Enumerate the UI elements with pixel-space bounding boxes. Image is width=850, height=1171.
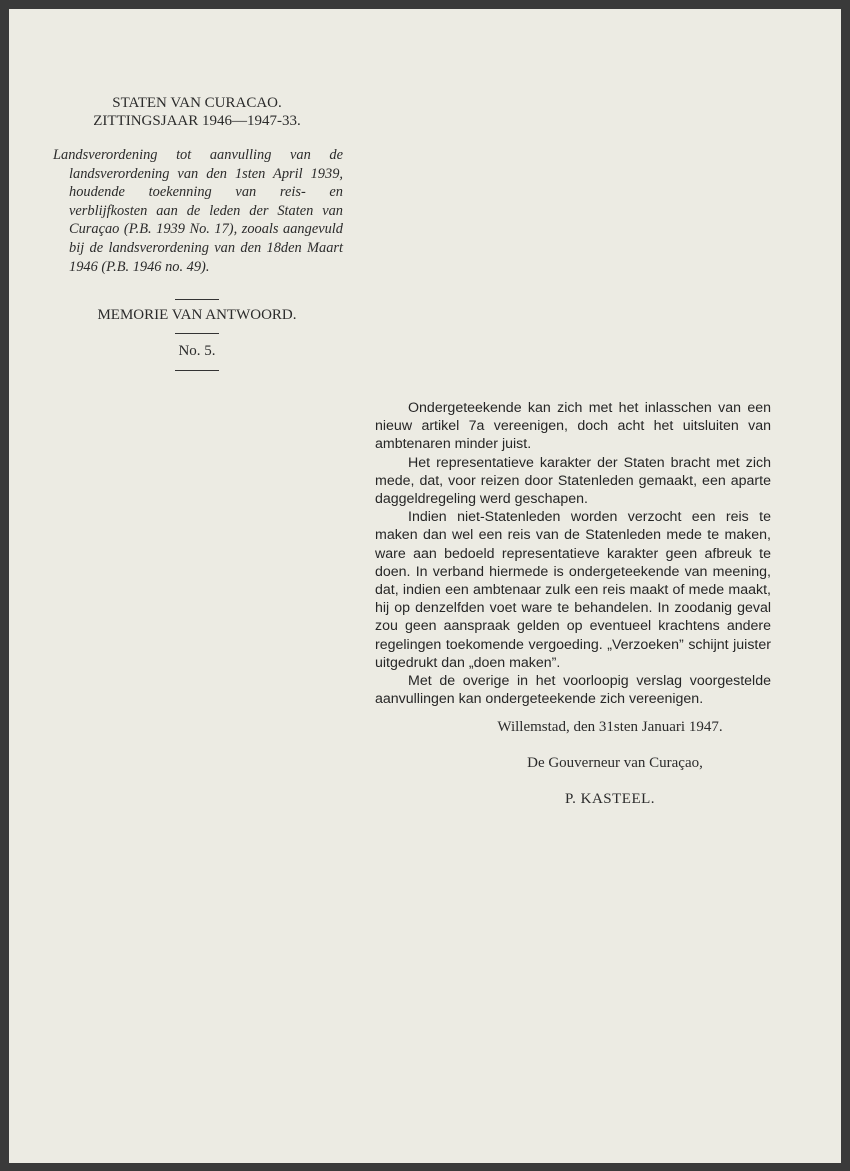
divider	[175, 299, 219, 300]
divider	[175, 370, 219, 371]
body-paragraph: Het representatieve karakter der Staten bracht met zich mede, dat, voor reizen door Statenleden gemaakt, een aparte daggeldregeling werd geschapen.	[375, 454, 771, 508]
signatory-name: P. KASTEEL.	[564, 791, 656, 807]
body-paragraph: Met de overige in het voorloopig verslag voorgestelde aanvullingen kan ondergeteekende zich vereenigen.	[375, 673, 771, 708]
place-date: Willemstad, den 31sten Januari 1947.	[497, 719, 723, 735]
divider	[175, 333, 219, 334]
body-paragraph: Ondergeteekende kan zich met het inlasschen van een nieuw artikel 7a vereenigen, doch acht het uitsluiten van ambtenaren minder juist.	[375, 400, 771, 453]
header-session-year: ZITTINGSJAAR 1946—1947-33.	[93, 113, 301, 129]
signatory-office: De Gouverneur van Curaçao,	[527, 755, 703, 771]
ordinance-title: Landsverordening tot aanvulling van de landsverordening van den 1sten April 1939, houdende toekenning van reis- en verblijfkosten aan de leden der Staten van Curaçao (P.B. 1939 No. 17), zooals aangevuld bij de landsverordening van den 18den Maart 1946 (P.B. 1946 no. 49).	[53, 147, 343, 275]
body-paragraph: Indien niet-Statenleden worden verzocht een reis te maken dan wel een reis van de Statenleden mede te maken, ware aan bedoeld representatieve karakter geen afbreuk te doen. In verband hiermede is ondergeteekende van meening, dat, indien een ambtenaar zulk een reis maakt of mede maakt, hij op denzelfden voet ware te behandelen. In zoodanig geval zou geen aanspraak gelden op eventueel krachtens andere regelingen toekomende vergoeding. „Verzoeken” schijnt juister uitgedrukt dan „doen maken”.	[375, 509, 771, 671]
memorie-title: MEMORIE VAN ANTWOORD.	[97, 307, 297, 323]
document-number: No. 5.	[178, 343, 216, 359]
memorie-body	[375, 399, 771, 708]
header-title: STATEN VAN CURACAO.	[112, 95, 282, 111]
